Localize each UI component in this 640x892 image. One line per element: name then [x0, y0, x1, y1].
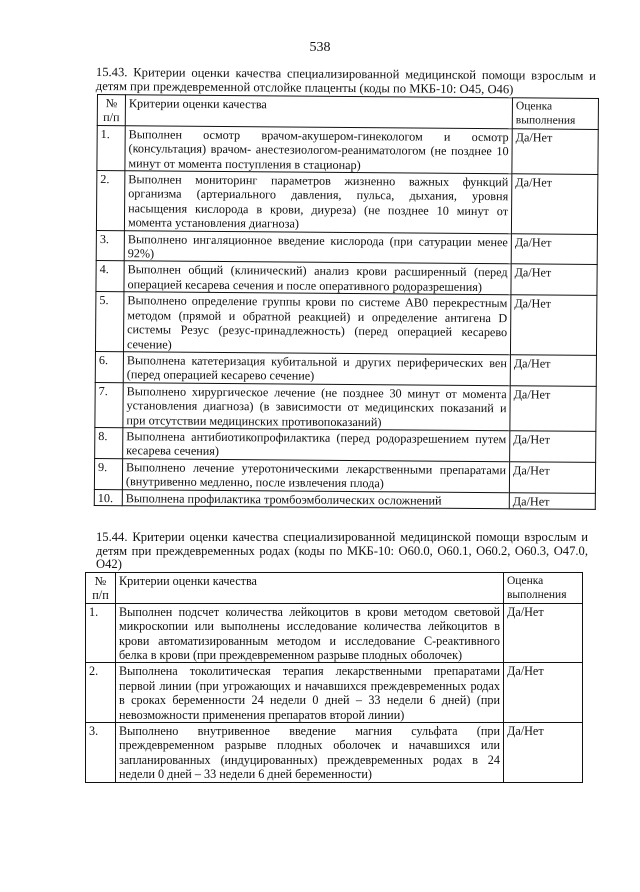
row-number: 6.	[95, 351, 123, 382]
table-header-row	[97, 95, 598, 130]
table-row	[96, 230, 597, 265]
row-evaluation: Да/Нет	[504, 663, 583, 723]
table-header-row	[86, 573, 583, 604]
table-row	[97, 125, 598, 174]
header-num: № п/п	[97, 95, 125, 126]
header-criteria: Критерии оценки качества	[116, 573, 504, 604]
table-row	[86, 603, 583, 663]
header-evaluation: Оценка выполнения	[504, 573, 583, 604]
row-criteria: Выполнена токолитическая терапия лекарственными препаратами первой линии (при угрожающих и начавшихся преждевременных родах в сроках беременности 24 недели 0 дней – 33 недели 6 дней) (при невозможности применения препаратов второй линии)	[116, 663, 504, 723]
row-criteria: Выполнено ингаляционное введение кислорода (при сатурации менее 92%)	[124, 230, 511, 264]
row-number: 10.	[94, 489, 122, 506]
row-evaluation: Да/Нет	[511, 264, 597, 295]
header-evaluation: Оценка выполнения	[512, 98, 598, 129]
row-number: 3.	[86, 723, 116, 783]
table-row	[95, 382, 596, 431]
row-number: 2.	[86, 663, 116, 723]
row-evaluation: Да/Нет	[509, 462, 595, 493]
row-number: 4.	[96, 261, 124, 292]
row-evaluation: Да/Нет	[504, 723, 583, 783]
table-row	[94, 458, 595, 493]
table-row	[95, 427, 596, 462]
row-evaluation: Да/Нет	[512, 129, 598, 175]
row-criteria: Выполнен подсчет количества лейкоцитов в крови методом световой микроскопии или выполнены исследование количества лейкоцитов в крови автоматизированным методом и исследование C-реактивного белка в крови (при преждевременном разрыве плодных оболочек)	[116, 603, 504, 663]
row-evaluation: Да/Нет	[510, 385, 596, 431]
criteria-table-15-43	[94, 94, 599, 510]
row-evaluation: Да/Нет	[511, 233, 597, 264]
row-evaluation: Да/Нет	[511, 174, 597, 234]
row-number: 5.	[95, 292, 123, 352]
row-number: 1.	[86, 603, 116, 663]
row-criteria: Выполнено лечение утеротоническими лекарственными препаратами (внутривенно медленно, после извлечения плода)	[122, 458, 509, 492]
row-number: 7.	[95, 382, 123, 427]
section-title: 15.43. Критерии оценки качества специализированной медицинской помощи взрослым и детям при преждевременной отслойке плаценты (коды по МКБ-10: O45, O46)	[95, 65, 596, 96]
row-criteria: Выполнена профилактика тромбоэмболических осложнений	[122, 489, 509, 508]
table-row	[86, 663, 583, 723]
section-title: 15.44. Критерии оценки качества специализированной медицинской помощи взрослым и детям при преждевременных родах (коды по МКБ-10: O60.0, O60.1, O60.2, O60.3, O47.0, O42)	[96, 530, 588, 572]
table-row	[96, 261, 597, 296]
criteria-table-15-44	[85, 572, 583, 783]
page-number: 538	[309, 40, 331, 55]
row-evaluation: Да/Нет	[510, 355, 596, 386]
row-evaluation: Да/Нет	[510, 295, 596, 355]
row-number: 3.	[96, 230, 124, 261]
row-evaluation: Да/Нет	[504, 603, 583, 663]
row-criteria: Выполнен общий (клинический) анализ крови расширенный (перед операцией кесарева сечения и после оперативного родоразрешения)	[124, 261, 511, 295]
table-row	[94, 489, 595, 509]
row-criteria: Выполнено внутривенное введение магния сульфата (при преждевременном разрыве плодных оболочек и начавшихся или запланированных (индуцированных) преждевременных родах в 24 недели 0 дней – 33 недели 6 дней беременности)	[116, 723, 504, 783]
header-num: № п/п	[86, 573, 116, 604]
row-criteria: Выполнен осмотр врачом-акушером-гинекологом и осмотр (консультация) врачом- анестезиологом-реаниматологом (не позднее 10 минут от момента поступления в стационар)	[125, 126, 512, 174]
table-row	[86, 723, 583, 783]
row-criteria: Выполнен мониторинг параметров жизненно важных функций организма (артериального давления, пульса, дыхания, уровня насыщения кислорода в крови, диуреза) (не позднее 10 минут от момента установления диагноза)	[124, 171, 511, 234]
row-criteria: Выполнена катетеризация кубитальной и других периферических вен (перед операцией кесарево сечение)	[123, 352, 510, 386]
table-row	[95, 292, 596, 356]
row-number: 8.	[95, 427, 123, 458]
header-criteria: Критерии оценки качества	[125, 95, 512, 129]
row-evaluation: Да/Нет	[510, 431, 596, 462]
row-number: 1.	[97, 125, 125, 170]
row-criteria: Выполнено определение группы крови по системе AB0 перекрестным методом (прямой и обратной реакцией) и определение антигена D системы Резус (резус-принадлежность) (перед операцией кесарево сечение)	[123, 292, 510, 355]
row-criteria: Выполнено хирургическое лечение (не позднее 30 минут от момента установления диагноза) (в зависимости от медицинских показаний и при отсутствии медицинских противопоказаний)	[123, 382, 510, 430]
row-evaluation: Да/Нет	[509, 492, 595, 509]
table-row	[96, 171, 597, 235]
row-number: 2.	[96, 171, 124, 231]
row-number: 9.	[94, 458, 122, 489]
table-row	[95, 351, 596, 386]
row-criteria: Выполнена антибиотикопрофилактика (перед родоразрешением путем кесарева сечения)	[123, 428, 510, 462]
